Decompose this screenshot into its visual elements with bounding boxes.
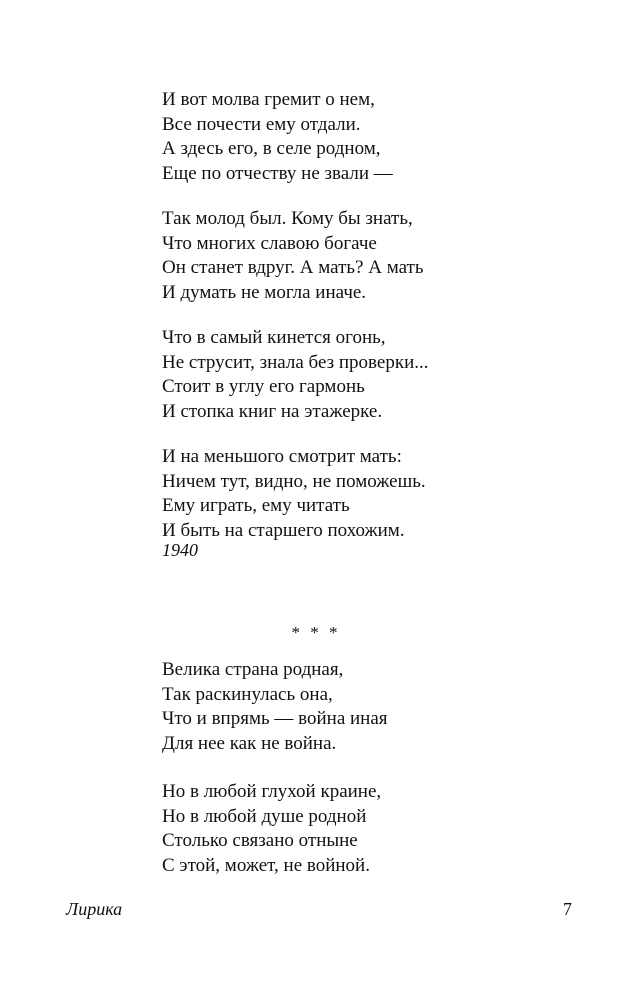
verse-line: Ему играть, ему читать xyxy=(162,495,350,516)
verse-line: Так молод был. Кому бы знать, xyxy=(162,208,413,229)
verse-line: Столько связано отныне xyxy=(162,830,358,851)
verse-line: Что многих славою богаче xyxy=(162,232,377,254)
verse-line: Что в самый кинется огонь, xyxy=(162,327,386,348)
stanza xyxy=(162,445,582,543)
verse-line: Велика страна родная, xyxy=(162,659,344,680)
stanza xyxy=(162,780,582,878)
verse-line: Все почести ему отдали. xyxy=(162,113,361,135)
poem-date: 1940 xyxy=(162,540,198,560)
verse-line: Не струсит, знала без проверки... xyxy=(162,351,429,373)
verse-line: Но в любой душе родной xyxy=(162,805,367,827)
verse-line: И на меньшого смотрит мать: xyxy=(162,446,402,467)
poem-2 xyxy=(162,658,582,878)
running-footer-section: Лирика xyxy=(66,899,123,919)
verse-line: И думать не могла иначе. xyxy=(162,281,367,303)
verse-line: Так раскинулась она, xyxy=(162,683,333,705)
stanza xyxy=(162,326,582,424)
verse-line: И быть на старшего похожим. xyxy=(162,519,405,541)
verse-line: Для нее как не война. xyxy=(162,732,337,754)
verse-line: И вот молва гремит о нем, xyxy=(162,89,375,110)
verse-line: Стоит в углу его гармонь xyxy=(162,376,365,397)
stanza xyxy=(162,658,582,756)
section-separator: * * * xyxy=(291,623,341,642)
page-number: 7 xyxy=(563,899,572,919)
verse-line: С этой, может, не войной. xyxy=(162,854,370,876)
verse-line: А здесь его, в селе родном, xyxy=(162,138,381,159)
stanza xyxy=(162,207,582,305)
verse-line: Но в любой глухой краине, xyxy=(162,781,382,802)
verse-line: Ничем тут, видно, не поможешь. xyxy=(162,470,426,492)
stanza xyxy=(162,88,582,186)
verse-line: И стопка книг на этажерке. xyxy=(162,400,383,422)
poem-1 xyxy=(162,88,582,543)
verse-line: Он станет вдруг. А мать? А мать xyxy=(162,257,424,278)
verse-line: Еще по отчеству не звали — xyxy=(162,162,393,184)
verse-line: Что и впрямь — война иная xyxy=(162,708,388,729)
